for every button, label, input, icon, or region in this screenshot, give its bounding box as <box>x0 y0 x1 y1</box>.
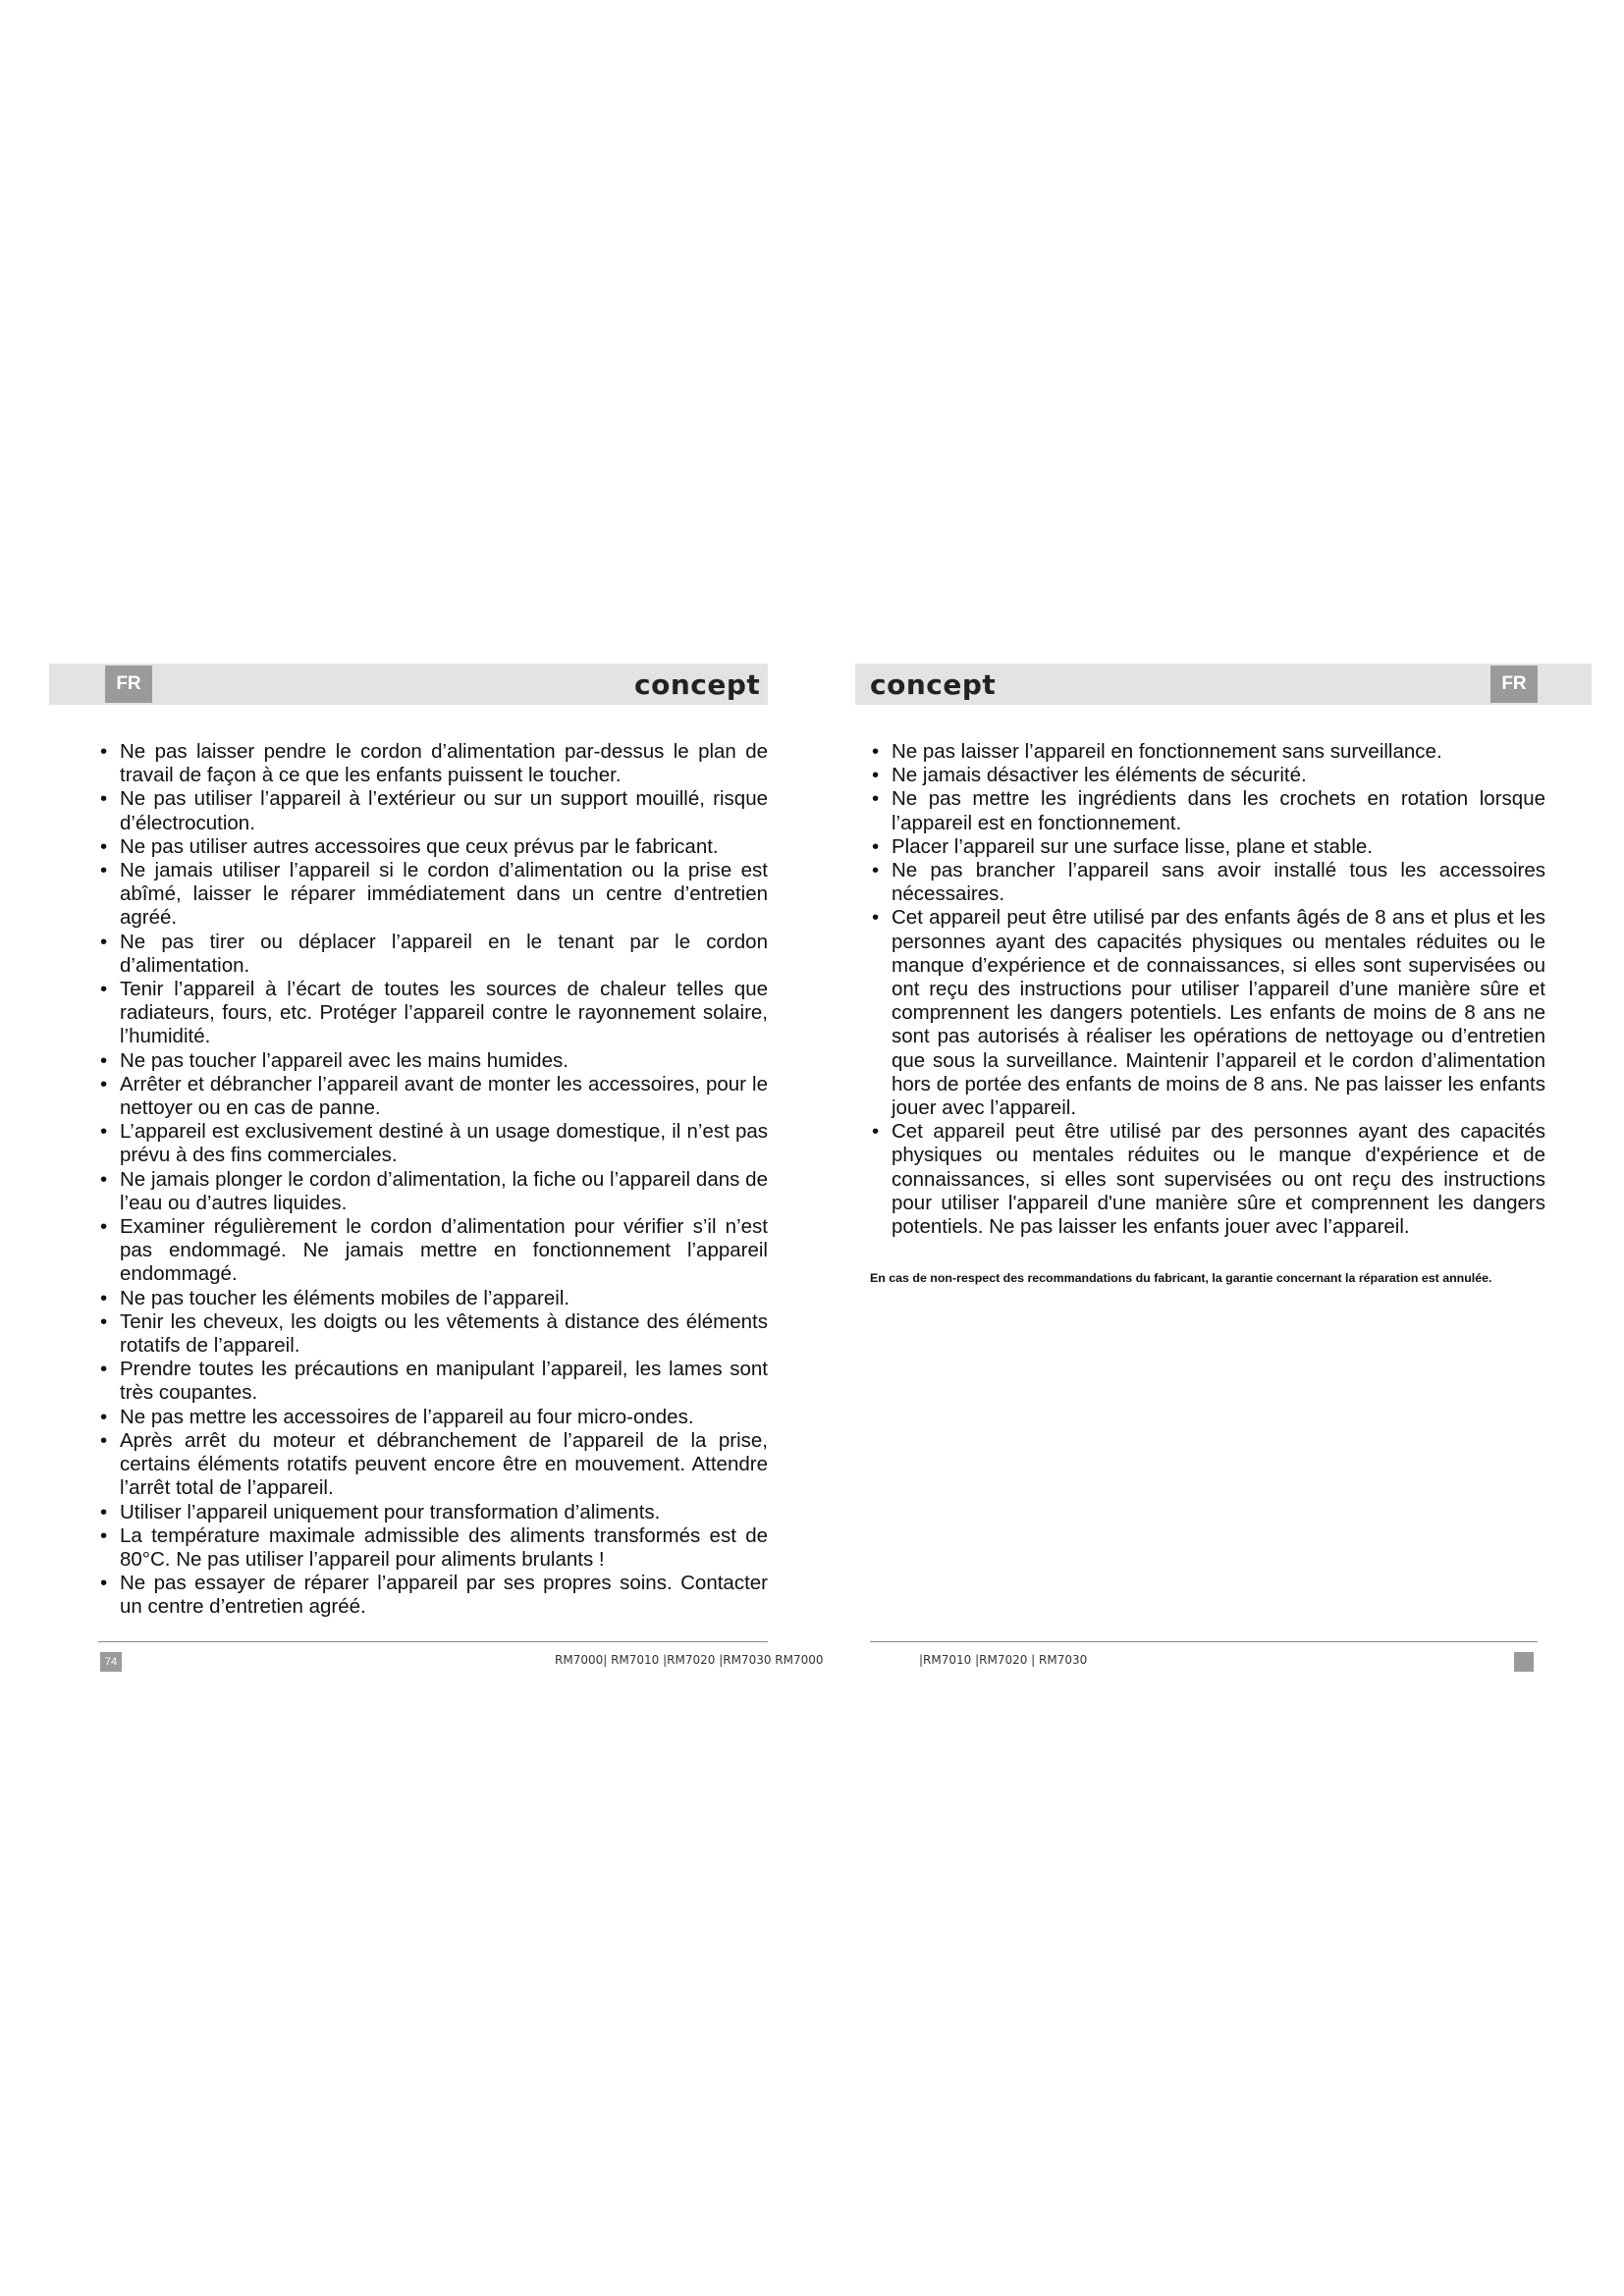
list-item: • L’appareil est exclusivement destiné à un usage domestique, il n’est pas prévu à des fins commerciales. <box>98 1120 768 1167</box>
list-item: • Ne pas brancher l’appareil sans avoir installé tous les accessoires nécessaires. <box>870 859 1545 906</box>
right-column <box>870 740 1545 1239</box>
list-item: • Ne jamais plonger le cordon d’alimentation, la fiche ou l’appareil dans de l’eau ou d’autres liquides. <box>98 1168 768 1215</box>
list-item: • Utiliser l’appareil uniquement pour transformation d’aliments. <box>98 1501 768 1524</box>
safety-list-left <box>98 740 768 1620</box>
language-tag-left: FR <box>105 666 152 703</box>
page-number-right <box>1514 1652 1534 1672</box>
brand-logo-left: concept <box>634 667 761 701</box>
list-item: • Ne jamais désactiver les éléments de sécurité. <box>870 764 1545 787</box>
list-item: • Ne pas toucher les éléments mobiles de l’appareil. <box>98 1287 768 1310</box>
list-item: • Arrêter et débrancher l’appareil avant de monter les accessoires, pour le nettoyer ou en cas de panne. <box>98 1073 768 1120</box>
footer-divider-left <box>98 1641 768 1642</box>
page-number-left: 74 <box>100 1652 122 1672</box>
brand-logo-right: concept <box>870 667 997 701</box>
list-item: • Cet appareil peut être utilisé par des personnes ayant des capacités physiques ou mentales réduites ou le manque d'expérience et de connaissances, si elles sont supervisées ou ont reçu des instructions pour utiliser l'appareil d'une manière sûre et comprennent les dangers potentiels. Ne pas laisser les enfants jouer avec l’appareil. <box>870 1120 1545 1239</box>
list-item: • Prendre toutes les précautions en manipulant l’appareil, les lames sont très coupantes. <box>98 1358 768 1405</box>
list-item: • Ne pas tirer ou déplacer l’appareil en le tenant par le cordon d’alimentation. <box>98 931 768 978</box>
list-item: • Tenir les cheveux, les doigts ou les vêtements à distance des éléments rotatifs de l’appareil. <box>98 1310 768 1358</box>
list-item: • Cet appareil peut être utilisé par des enfants âgés de 8 ans et plus et les personnes ayant des capacités physiques ou mentales réduites ou le manque d’expérience et de connaissances, si elles sont supervisées ou ont reçu des instructions pour utiliser l’appareil d’une manière sûre et comprennent les dangers potentiels. Les enfants de moins de 8 ans ne sont pas autorisés à réaliser les opérations de nettoyage ou d’entretien que sous la surveillance. Maintenir l’appareil et le cordon d’alimentation hors de portée des enfants de moins de 8 ans. Ne pas laisser les enfants jouer avec l’appareil. <box>870 906 1545 1120</box>
list-item: • Tenir l’appareil à l’écart de toutes les sources de chaleur telles que radiateurs, fours, etc. Protéger l’appareil contre le rayonnement solaire, l’humidité. <box>98 978 768 1049</box>
model-numbers-left: RM7000| RM7010 |RM7020 |RM7030 RM7000 <box>555 1653 824 1667</box>
list-item: • Ne pas utiliser l’appareil à l’extérieur ou sur un support mouillé, risque d’électrocution. <box>98 787 768 834</box>
list-item: • Ne pas laisser l’appareil en fonctionnement sans surveillance. <box>870 740 1545 764</box>
list-item: • Ne pas mettre les ingrédients dans les crochets en rotation lorsque l’appareil est en fonctionnement. <box>870 787 1545 834</box>
list-item: • Après arrêt du moteur et débranchement de l’appareil de la prise, certains éléments rotatifs peuvent encore être en mouvement. Attendre l’arrêt total de l’appareil. <box>98 1429 768 1501</box>
list-item: • Placer l’appareil sur une surface lisse, plane et stable. <box>870 835 1545 859</box>
language-tag-right: FR <box>1490 666 1538 703</box>
list-item: • La température maximale admissible des aliments transformés est de 80°C. Ne pas utiliser l’appareil pour aliments brulants ! <box>98 1524 768 1572</box>
model-numbers-right: |RM7010 |RM7020 | RM7030 <box>919 1653 1088 1667</box>
list-item: • Examiner régulièrement le cordon d’alimentation pour vérifier s’il n’est pas endommagé. Ne jamais mettre en fonctionnement l’appareil endommagé. <box>98 1215 768 1287</box>
footer-divider-right <box>870 1641 1538 1642</box>
left-column <box>98 740 768 1620</box>
warranty-note: En cas de non-respect des recommandations du fabricant, la garantie concernant la réparation est annulée. <box>870 1271 1492 1285</box>
safety-list-right <box>870 740 1545 1239</box>
list-item: • Ne jamais utiliser l’appareil si le cordon d’alimentation ou la prise est abîmé, laisser le réparer immédiatement dans un centre d’entretien agréé. <box>98 859 768 931</box>
list-item: • Ne pas utiliser autres accessoires que ceux prévus par le fabricant. <box>98 835 768 859</box>
list-item: • Ne pas toucher l’appareil avec les mains humides. <box>98 1049 768 1073</box>
list-item: • Ne pas essayer de réparer l’appareil par ses propres soins. Contacter un centre d’entretien agréé. <box>98 1572 768 1619</box>
list-item: • Ne pas mettre les accessoires de l’appareil au four micro-ondes. <box>98 1406 768 1429</box>
list-item: • Ne pas laisser pendre le cordon d’alimentation par-dessus le plan de travail de façon à ce que les enfants puissent le toucher. <box>98 740 768 787</box>
